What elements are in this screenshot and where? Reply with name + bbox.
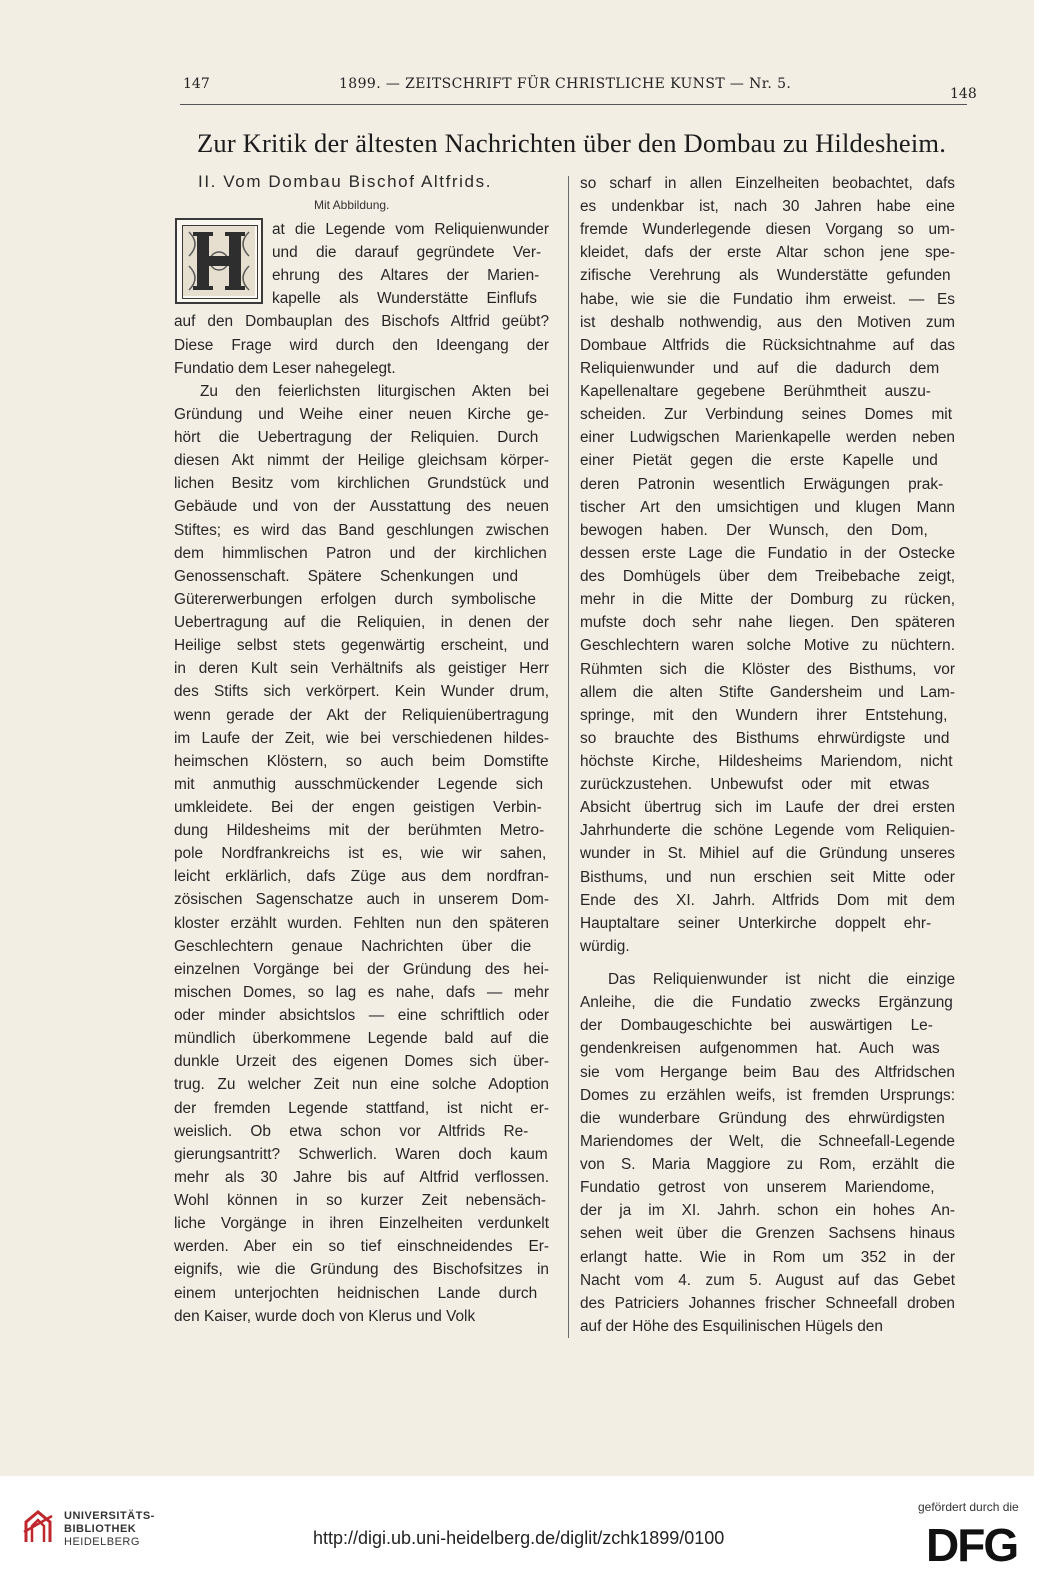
text-line: auf den Dombauplan des Bischofs Altfrid geübt?: [174, 313, 549, 331]
text-line: ehrung des Altares der Marien-: [272, 267, 540, 285]
text-line: im Laufe der Zeit, wie bei verschiedenen hildes-: [174, 729, 549, 747]
text-line: Wohl können in so kurzer Zeit nebensäch-: [174, 1192, 547, 1210]
text-line: Gründung und Weihe einer neuen Kirche ge-: [174, 405, 549, 423]
text-line: höchste Kirche, Hildesheims Mariendom, nicht: [580, 753, 953, 770]
text-line: fremde Wunderlegende diesen Vorgang so um-: [580, 221, 955, 239]
text-line: tischer Art den umsichtigen und klugen Mann: [580, 498, 955, 516]
section-subheading: Mit Abbildung.: [314, 198, 390, 212]
university-library-logo-icon: [18, 1508, 58, 1548]
dfg-logo: DFG: [926, 1519, 1018, 1571]
text-line: dunkle Urzeit des eigenen Domes sich über-: [174, 1053, 549, 1071]
text-line: einer Pietät gegen die erste Kapelle und: [580, 452, 938, 470]
text-line: des Domhügels über dem Treibebache zeigt,: [580, 568, 955, 586]
text-line: kleidet, dafs der erste Altar schon jene spe-: [580, 244, 955, 262]
text-line: mündlich überkommene Legende bald auf die: [174, 1030, 549, 1048]
right-column: [568, 0, 1038, 1400]
text-line: einzelnen Vorgänge bei der Gründung des hei-: [174, 960, 549, 978]
text-line: trug. Zu welcher Zeit nun eine solche Adoption: [174, 1076, 549, 1094]
text-line: Absicht übertrug sich im Laufe der drei ersten: [580, 799, 955, 817]
text-line: Genossenschaft. Spätere Schenkungen und: [174, 567, 519, 585]
text-line: Bisthums, und nun erschien seit Mitte oder: [580, 868, 955, 886]
text-line: so brauchte des Bisthums ehrwürdigste und: [580, 729, 950, 747]
text-line: habe, wie sie die Fundatio ihm erweist. — Es: [580, 290, 955, 308]
text-line: es undenkbar ist, nach 30 Jahren habe eine: [580, 198, 955, 216]
digitization-footer: [0, 1476, 1046, 1582]
text-line: Geschlechtern waren solche Motive zu nüchtern.: [580, 637, 955, 655]
page-number-left: 147: [183, 76, 210, 92]
text-line: at die Legende vom Reliquienwunder: [272, 221, 549, 238]
text-line: Stiftes; es wird das Band geschlungen zwischen: [174, 521, 549, 539]
text-line: Uebertragung auf die Reliquien, in denen der: [174, 614, 549, 632]
text-line: allem die alten Stifte Gandersheim und Lam-: [580, 683, 955, 701]
text-line: die wunderbare Gründung des ehrwürdigsten: [580, 1109, 945, 1127]
text-line: Hauptaltare seiner Unterkirche doppelt ehr-: [580, 914, 932, 932]
text-line: gendenkreisen aufgenommen hat. Auch was: [580, 1040, 940, 1058]
text-line: Rühmten sich die Klöster des Bisthums, vor: [580, 660, 955, 678]
text-line: diesen Akt nimmt der Heilige gleichsam körper-: [174, 452, 549, 470]
text-line: so scharf in allen Einzelheiten beobachtet, dafs: [580, 175, 955, 192]
text-line: sehen weit über die Grenzen Sachsens hinaus: [580, 1225, 955, 1243]
text-line: von S. Maria Maggiore zu Rom, erzählt die: [580, 1156, 955, 1174]
text-line: weislich. Ob etwa schon vor Altfrids Re-: [174, 1122, 529, 1140]
text-line: Diese Frage wird durch den Ideengang der: [174, 336, 549, 354]
text-line: Ende des XI. Jahrh. Altfrids Dom mit dem: [580, 891, 955, 909]
text-line: Kapellenaltare gegebene Berühmtheit auszu-: [580, 383, 931, 401]
text-line: würdig.: [580, 937, 630, 955]
text-line: mit anmuthig ausschmückender Legende sich: [174, 775, 544, 793]
text-line: Heilige selbst stets gegenwärtig erscheint, und: [174, 637, 549, 655]
text-line: der Dombaugeschichte bei auswärtigen Le-: [580, 1017, 933, 1035]
text-line: Gebäude und von der Ausstattung des neuen: [174, 498, 549, 516]
text-line: oder minder absichtslos — eine schriftlich oder: [174, 1007, 549, 1025]
text-line: Dombaue Altfrids die Rücksichtnahme auf das: [580, 336, 955, 354]
text-line: springe, mit den Wundern ihrer Entstehung,: [580, 706, 948, 724]
article-title: Zur Kritik der ältesten Nachrichten über den Dombau zu Hildesheim.: [197, 128, 947, 158]
text-line: umkleidete. Bei der engen geistigen Verbin-: [174, 799, 542, 816]
text-line: einer Ludwigschen Marienkapelle werden neben: [580, 429, 955, 447]
text-line: Fundatio getrost von unserem Mariendome,: [580, 1179, 935, 1197]
text-line: und die darauf gegründete Ver-: [272, 244, 542, 262]
text-line: auf der Höhe des Esquilinischen Hügels den: [580, 1317, 883, 1335]
text-line: hört die Uebertragung der Reliquien. Durch: [174, 429, 539, 447]
text-line: zösischen Sagenschatze auch in unserem Dom-: [174, 891, 549, 909]
text-line: Mariendomes der Welt, die Schneefall-Legende: [580, 1132, 955, 1150]
permalink-url[interactable]: http://digi.ub.uni-heidelberg.de/diglit/zchk1899/0100: [313, 1528, 725, 1548]
text-line: ist deshalb nothwendig, aus den Motiven zum: [580, 313, 955, 331]
text-line: mufste doch sehr nahe liegen. Den späteren: [580, 614, 955, 632]
funded-by-label: gefördert durch die: [918, 1500, 1019, 1514]
text-line: mehr in die Mitte der Domburg zu rücken,: [580, 591, 955, 609]
text-line: heimschen Klöstern, so auch beim Domstifte: [174, 752, 549, 770]
text-line: wunder in St. Mihiel auf die Gründung unseres: [580, 845, 955, 863]
left-column: [0, 0, 568, 1400]
text-line: eignifs, wie die Gründung des Bischofsitzes in: [174, 1261, 549, 1279]
text-line: den Kaiser, wurde doch von Klerus und Volk: [174, 1307, 476, 1325]
text-line: Das Reliquienwunder ist nicht die einzige: [608, 971, 955, 989]
text-line: werden. Aber ein so tief einschneidendes Er-: [174, 1238, 549, 1256]
running-header: 1899. — ZEITSCHRIFT FÜR CHRISTLICHE KUNST — Nr. 5.: [339, 76, 792, 92]
text-line: scheiden. Zur Verbindung seines Domes mit: [580, 406, 952, 424]
text-line: leicht erklärlich, dafs Züge aus dem nordfran-: [174, 868, 549, 886]
text-line: einem unterjochten heidnischen Lande durch: [174, 1284, 538, 1302]
text-line: zurückzustehen. Unbewufst oder mit etwas: [580, 776, 930, 794]
text-line: Domes zu erzählen weifs, ist fremden Ursprungs:: [580, 1086, 955, 1104]
text-line: sie vom Hergange beim Bau des Altfridschen: [580, 1063, 955, 1081]
text-line: gierungsantritt? Schwerlich. Waren doch kaum: [174, 1145, 548, 1163]
text-line: deren Patronin wesentlich Erwägungen prak-: [580, 475, 944, 493]
page-number-right: 148: [950, 86, 977, 102]
text-line: kloster erzählt wurden. Fehlten nun den späteren: [174, 914, 549, 932]
text-line: liche Vorgänge in ihren Einzelheiten verdunkelt: [174, 1215, 549, 1233]
section-heading: II. Vom Dombau Bischof Altfrids.: [198, 172, 493, 191]
text-line: Anleihe, die die Fundatio zwecks Ergänzung: [580, 994, 953, 1012]
text-line: der ja im XI. Jahrh. schon ein hohes An-: [580, 1202, 955, 1220]
text-line: in deren Kult sein Verhältnifs als geistiger Herr: [174, 660, 549, 678]
text-line: Geschlechtern genaue Nachrichten über die: [174, 937, 532, 955]
scan-margin: [1034, 0, 1046, 1476]
library-name-line2: BIBLIOTHEK: [64, 1523, 137, 1535]
text-line: des Patriciers Johannes frischer Schneefall droben: [580, 1294, 955, 1312]
text-line: dung Hildesheims mit der berühmten Metro-: [174, 822, 545, 840]
text-line: zifische Verehrung als Wunderstätte gefunden: [580, 267, 951, 285]
text-line: lichen Besitz vom kirchlichen Grundstück und: [174, 475, 549, 493]
text-line: Nacht vom 4. zum 5. August auf das Gebet: [580, 1271, 955, 1289]
text-line: des Stifts sich verkörpert. Kein Wunder drum,: [174, 683, 549, 701]
text-line: bewogen haben. Der Wunsch, den Dom,: [580, 521, 928, 539]
text-line: Zu den feierlichsten liturgischen Akten bei: [200, 382, 549, 400]
text-line: kapelle als Wunderstätte Einflufs: [272, 290, 537, 308]
text-line: pole Nordfrankreichs ist es, wie wir sahen,: [174, 845, 547, 863]
library-name-line3: HEIDELBERG: [64, 1536, 140, 1548]
text-line: dem himmlischen Patron und der kirchlichen: [174, 544, 547, 562]
text-line: Fundatio dem Leser nahegelegt.: [174, 359, 396, 377]
text-line: mischen Domes, so lag es nahe, dafs — mehr: [174, 983, 549, 1001]
text-line: mehr als 30 Jahre bis auf Altfrid verflossen.: [174, 1168, 549, 1186]
text-line: dessen erste Lage die Fundatio in der Ostecke: [580, 544, 955, 562]
text-line: der fremden Legende stattfand, ist nicht er-: [174, 1099, 549, 1117]
text-line: erlangt hatte. Wie in Rom um 352 in der: [580, 1248, 955, 1266]
text-line: Gütererwerbungen erfolgen durch symbolische: [174, 590, 536, 608]
text-line: Reliquienwunder und auf die dadurch dem: [580, 359, 940, 377]
text-line: Jahrhunderte die schöne Legende vom Reliquien-: [580, 822, 955, 840]
library-name-line1: UNIVERSITÄTS-: [64, 1510, 155, 1522]
text-line: wenn gerade der Akt der Reliquienübertragung: [174, 706, 549, 724]
